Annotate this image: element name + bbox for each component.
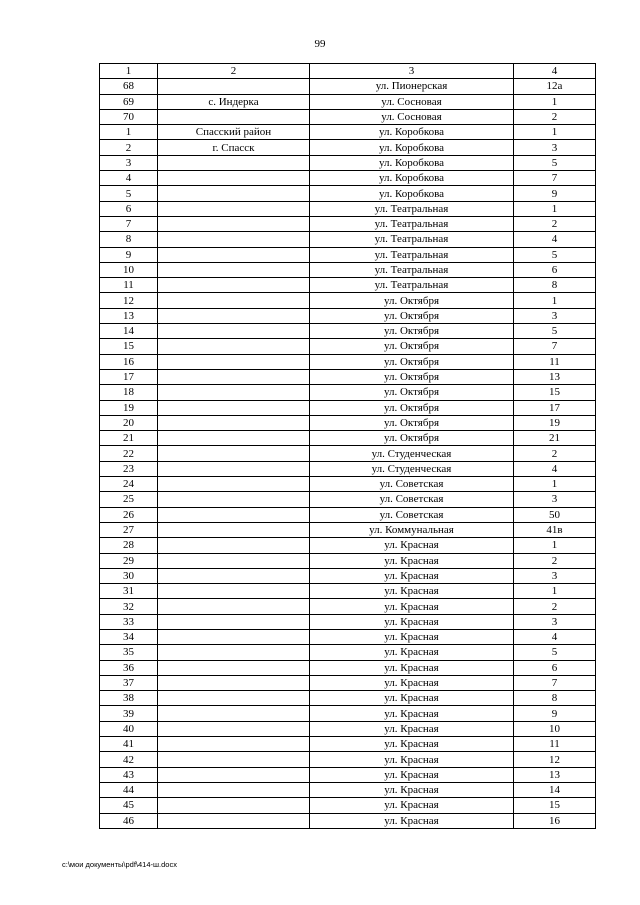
cell-locality [158, 155, 310, 170]
cell-locality [158, 109, 310, 124]
cell-number: 33 [100, 614, 158, 629]
table-row [100, 614, 596, 629]
table-row [100, 247, 596, 262]
table-row [100, 798, 596, 813]
table-row [100, 461, 596, 476]
cell-street: ул. Красная [310, 782, 514, 797]
cell-locality [158, 354, 310, 369]
cell-street: ул. Студенческая [310, 461, 514, 476]
cell-house: 4 [514, 629, 596, 644]
cell-house: 3 [514, 614, 596, 629]
cell-number: 2 [100, 140, 158, 155]
cell-number: 7 [100, 216, 158, 231]
cell-street: ул. Красная [310, 538, 514, 553]
cell-number: 11 [100, 278, 158, 293]
cell-locality [158, 706, 310, 721]
cell-house: 7 [514, 339, 596, 354]
cell-street: ул. Театральная [310, 247, 514, 262]
cell-locality [158, 752, 310, 767]
cell-locality [158, 278, 310, 293]
cell-number: 29 [100, 553, 158, 568]
cell-street: ул. Красная [310, 629, 514, 644]
cell-number: 18 [100, 385, 158, 400]
cell-house: 2 [514, 216, 596, 231]
cell-street: ул. Красная [310, 675, 514, 690]
header-cell-locality: 2 [158, 64, 310, 79]
cell-number: 39 [100, 706, 158, 721]
cell-street: ул. Коробкова [310, 140, 514, 155]
cell-house: 1 [514, 584, 596, 599]
cell-locality [158, 660, 310, 675]
cell-house: 2 [514, 599, 596, 614]
cell-locality [158, 507, 310, 522]
cell-number: 32 [100, 599, 158, 614]
table-row [100, 737, 596, 752]
cell-street: ул. Октября [310, 400, 514, 415]
cell-street: ул. Сосновая [310, 109, 514, 124]
cell-street: ул. Красная [310, 721, 514, 736]
cell-street: ул. Красная [310, 553, 514, 568]
cell-number: 20 [100, 415, 158, 430]
cell-street: ул. Октября [310, 324, 514, 339]
cell-number: 19 [100, 400, 158, 415]
cell-house: 16 [514, 813, 596, 828]
table-row [100, 721, 596, 736]
cell-number: 25 [100, 492, 158, 507]
cell-street: ул. Коробкова [310, 171, 514, 186]
cell-locality [158, 262, 310, 277]
cell-locality: г. Спасск [158, 140, 310, 155]
table-row [100, 308, 596, 323]
cell-number: 9 [100, 247, 158, 262]
cell-street: ул. Театральная [310, 201, 514, 216]
cell-locality [158, 201, 310, 216]
cell-house: 5 [514, 155, 596, 170]
cell-street: ул. Советская [310, 477, 514, 492]
cell-number: 28 [100, 538, 158, 553]
cell-locality [158, 293, 310, 308]
table-row [100, 125, 596, 140]
table-row [100, 369, 596, 384]
cell-house: 6 [514, 660, 596, 675]
cell-number: 1 [100, 125, 158, 140]
cell-house: 5 [514, 324, 596, 339]
cell-house: 3 [514, 568, 596, 583]
cell-locality [158, 599, 310, 614]
cell-house: 11 [514, 354, 596, 369]
cell-locality [158, 492, 310, 507]
cell-number: 10 [100, 262, 158, 277]
cell-locality [158, 675, 310, 690]
cell-number: 4 [100, 171, 158, 186]
cell-number: 15 [100, 339, 158, 354]
cell-number: 37 [100, 675, 158, 690]
cell-number: 45 [100, 798, 158, 813]
cell-house: 50 [514, 507, 596, 522]
cell-number: 34 [100, 629, 158, 644]
cell-house: 7 [514, 675, 596, 690]
cell-number: 35 [100, 645, 158, 660]
cell-street: ул. Красная [310, 660, 514, 675]
table-row [100, 385, 596, 400]
cell-locality [158, 721, 310, 736]
table-row [100, 645, 596, 660]
table-row [100, 507, 596, 522]
table-row [100, 813, 596, 828]
cell-house: 9 [514, 186, 596, 201]
cell-house: 1 [514, 125, 596, 140]
cell-locality [158, 477, 310, 492]
cell-street: ул. Октября [310, 293, 514, 308]
cell-locality [158, 645, 310, 660]
cell-locality [158, 324, 310, 339]
cell-locality [158, 614, 310, 629]
cell-locality [158, 216, 310, 231]
cell-number: 13 [100, 308, 158, 323]
cell-street: ул. Октября [310, 339, 514, 354]
cell-house: 8 [514, 278, 596, 293]
cell-number: 23 [100, 461, 158, 476]
cell-house: 4 [514, 232, 596, 247]
cell-locality [158, 79, 310, 94]
cell-locality [158, 522, 310, 537]
table-row [100, 109, 596, 124]
cell-number: 44 [100, 782, 158, 797]
cell-street: ул. Сосновая [310, 94, 514, 109]
cell-locality [158, 171, 310, 186]
cell-number: 14 [100, 324, 158, 339]
table-row [100, 492, 596, 507]
header-cell-house: 4 [514, 64, 596, 79]
cell-locality [158, 813, 310, 828]
cell-house: 6 [514, 262, 596, 277]
cell-number: 12 [100, 293, 158, 308]
table-row [100, 522, 596, 537]
cell-street: ул. Октября [310, 385, 514, 400]
table-body [100, 64, 596, 829]
cell-street: ул. Коробкова [310, 155, 514, 170]
cell-street: ул. Красная [310, 798, 514, 813]
cell-locality [158, 798, 310, 813]
table-row [100, 752, 596, 767]
cell-locality [158, 553, 310, 568]
cell-street: ул. Красная [310, 584, 514, 599]
page-number: 99 [314, 38, 326, 50]
table-row [100, 660, 596, 675]
header-cell-number: 1 [100, 64, 158, 79]
table-row [100, 201, 596, 216]
cell-house: 41в [514, 522, 596, 537]
cell-street: ул. Пионерская [310, 79, 514, 94]
cell-locality [158, 247, 310, 262]
cell-house: 3 [514, 492, 596, 507]
cell-house: 7 [514, 171, 596, 186]
cell-number: 40 [100, 721, 158, 736]
cell-locality [158, 415, 310, 430]
cell-house: 3 [514, 308, 596, 323]
table-row [100, 599, 596, 614]
table-row [100, 584, 596, 599]
cell-number: 36 [100, 660, 158, 675]
table-row [100, 568, 596, 583]
cell-number: 31 [100, 584, 158, 599]
table-row [100, 324, 596, 339]
cell-house: 15 [514, 798, 596, 813]
footer-file-path: c:\мои документы\pdf\414-ш.docx [62, 860, 177, 869]
table-row [100, 293, 596, 308]
cell-house: 1 [514, 538, 596, 553]
cell-number: 30 [100, 568, 158, 583]
cell-number: 42 [100, 752, 158, 767]
table-row [100, 354, 596, 369]
cell-street: ул. Советская [310, 507, 514, 522]
cell-house: 13 [514, 767, 596, 782]
cell-house: 2 [514, 109, 596, 124]
table-row [100, 553, 596, 568]
table-row [100, 477, 596, 492]
cell-house: 15 [514, 385, 596, 400]
cell-street: ул. Театральная [310, 278, 514, 293]
cell-street: ул. Студенческая [310, 446, 514, 461]
cell-house: 4 [514, 461, 596, 476]
table-row [100, 400, 596, 415]
cell-house: 1 [514, 94, 596, 109]
cell-house: 10 [514, 721, 596, 736]
table-row [100, 79, 596, 94]
cell-locality [158, 629, 310, 644]
address-table [99, 63, 596, 829]
cell-house: 1 [514, 477, 596, 492]
cell-street: ул. Красная [310, 737, 514, 752]
cell-number: 69 [100, 94, 158, 109]
table-row [100, 232, 596, 247]
cell-house: 5 [514, 247, 596, 262]
table-row [100, 538, 596, 553]
cell-number: 24 [100, 477, 158, 492]
table-row [100, 446, 596, 461]
cell-house: 21 [514, 431, 596, 446]
cell-number: 43 [100, 767, 158, 782]
table-row [100, 155, 596, 170]
cell-locality: Спасский район [158, 125, 310, 140]
cell-street: ул. Октября [310, 369, 514, 384]
cell-number: 38 [100, 691, 158, 706]
cell-street: ул. Красная [310, 614, 514, 629]
table-row [100, 171, 596, 186]
cell-house: 3 [514, 140, 596, 155]
cell-locality [158, 339, 310, 354]
cell-locality: с. Индерка [158, 94, 310, 109]
table-row [100, 767, 596, 782]
cell-number: 16 [100, 354, 158, 369]
table-row [100, 691, 596, 706]
table-row [100, 629, 596, 644]
cell-number: 21 [100, 431, 158, 446]
cell-street: ул. Театральная [310, 262, 514, 277]
cell-street: ул. Красная [310, 568, 514, 583]
cell-street: ул. Коммунальная [310, 522, 514, 537]
cell-house: 13 [514, 369, 596, 384]
table-row [100, 186, 596, 201]
cell-street: ул. Красная [310, 645, 514, 660]
cell-house: 11 [514, 737, 596, 752]
cell-locality [158, 446, 310, 461]
table-row [100, 140, 596, 155]
cell-locality [158, 400, 310, 415]
cell-house: 1 [514, 201, 596, 216]
cell-number: 22 [100, 446, 158, 461]
cell-street: ул. Октября [310, 354, 514, 369]
table-row [100, 94, 596, 109]
cell-street: ул. Красная [310, 767, 514, 782]
cell-number: 41 [100, 737, 158, 752]
cell-house: 1 [514, 293, 596, 308]
cell-locality [158, 568, 310, 583]
table-row [100, 216, 596, 231]
cell-locality [158, 737, 310, 752]
table-row [100, 415, 596, 430]
table-row [100, 675, 596, 690]
cell-locality [158, 584, 310, 599]
cell-street: ул. Октября [310, 415, 514, 430]
cell-locality [158, 461, 310, 476]
cell-street: ул. Красная [310, 752, 514, 767]
cell-number: 68 [100, 79, 158, 94]
cell-number: 46 [100, 813, 158, 828]
table-row [100, 782, 596, 797]
cell-locality [158, 186, 310, 201]
cell-locality [158, 369, 310, 384]
cell-number: 5 [100, 186, 158, 201]
cell-locality [158, 232, 310, 247]
cell-street: ул. Театральная [310, 232, 514, 247]
cell-locality [158, 308, 310, 323]
cell-number: 3 [100, 155, 158, 170]
cell-street: ул. Коробкова [310, 186, 514, 201]
table-row [100, 262, 596, 277]
cell-street: ул. Коробкова [310, 125, 514, 140]
cell-number: 70 [100, 109, 158, 124]
table-header-row [100, 64, 596, 79]
cell-street: ул. Октября [310, 431, 514, 446]
cell-house: 9 [514, 706, 596, 721]
cell-street: ул. Красная [310, 599, 514, 614]
cell-house: 5 [514, 645, 596, 660]
cell-number: 26 [100, 507, 158, 522]
cell-house: 12 [514, 752, 596, 767]
table-row [100, 339, 596, 354]
cell-locality [158, 538, 310, 553]
cell-house: 2 [514, 553, 596, 568]
cell-locality [158, 431, 310, 446]
cell-locality [158, 767, 310, 782]
cell-number: 6 [100, 201, 158, 216]
cell-house: 17 [514, 400, 596, 415]
table-row [100, 431, 596, 446]
cell-house: 14 [514, 782, 596, 797]
table-row [100, 706, 596, 721]
cell-street: ул. Красная [310, 691, 514, 706]
cell-locality [158, 782, 310, 797]
cell-house: 19 [514, 415, 596, 430]
cell-number: 17 [100, 369, 158, 384]
cell-locality [158, 385, 310, 400]
header-cell-street: 3 [310, 64, 514, 79]
cell-street: ул. Советская [310, 492, 514, 507]
cell-street: ул. Красная [310, 706, 514, 721]
cell-street: ул. Октября [310, 308, 514, 323]
cell-street: ул. Красная [310, 813, 514, 828]
cell-number: 8 [100, 232, 158, 247]
cell-number: 27 [100, 522, 158, 537]
table-row [100, 278, 596, 293]
cell-locality [158, 691, 310, 706]
cell-street: ул. Театральная [310, 216, 514, 231]
cell-house: 12а [514, 79, 596, 94]
cell-house: 8 [514, 691, 596, 706]
cell-house: 2 [514, 446, 596, 461]
